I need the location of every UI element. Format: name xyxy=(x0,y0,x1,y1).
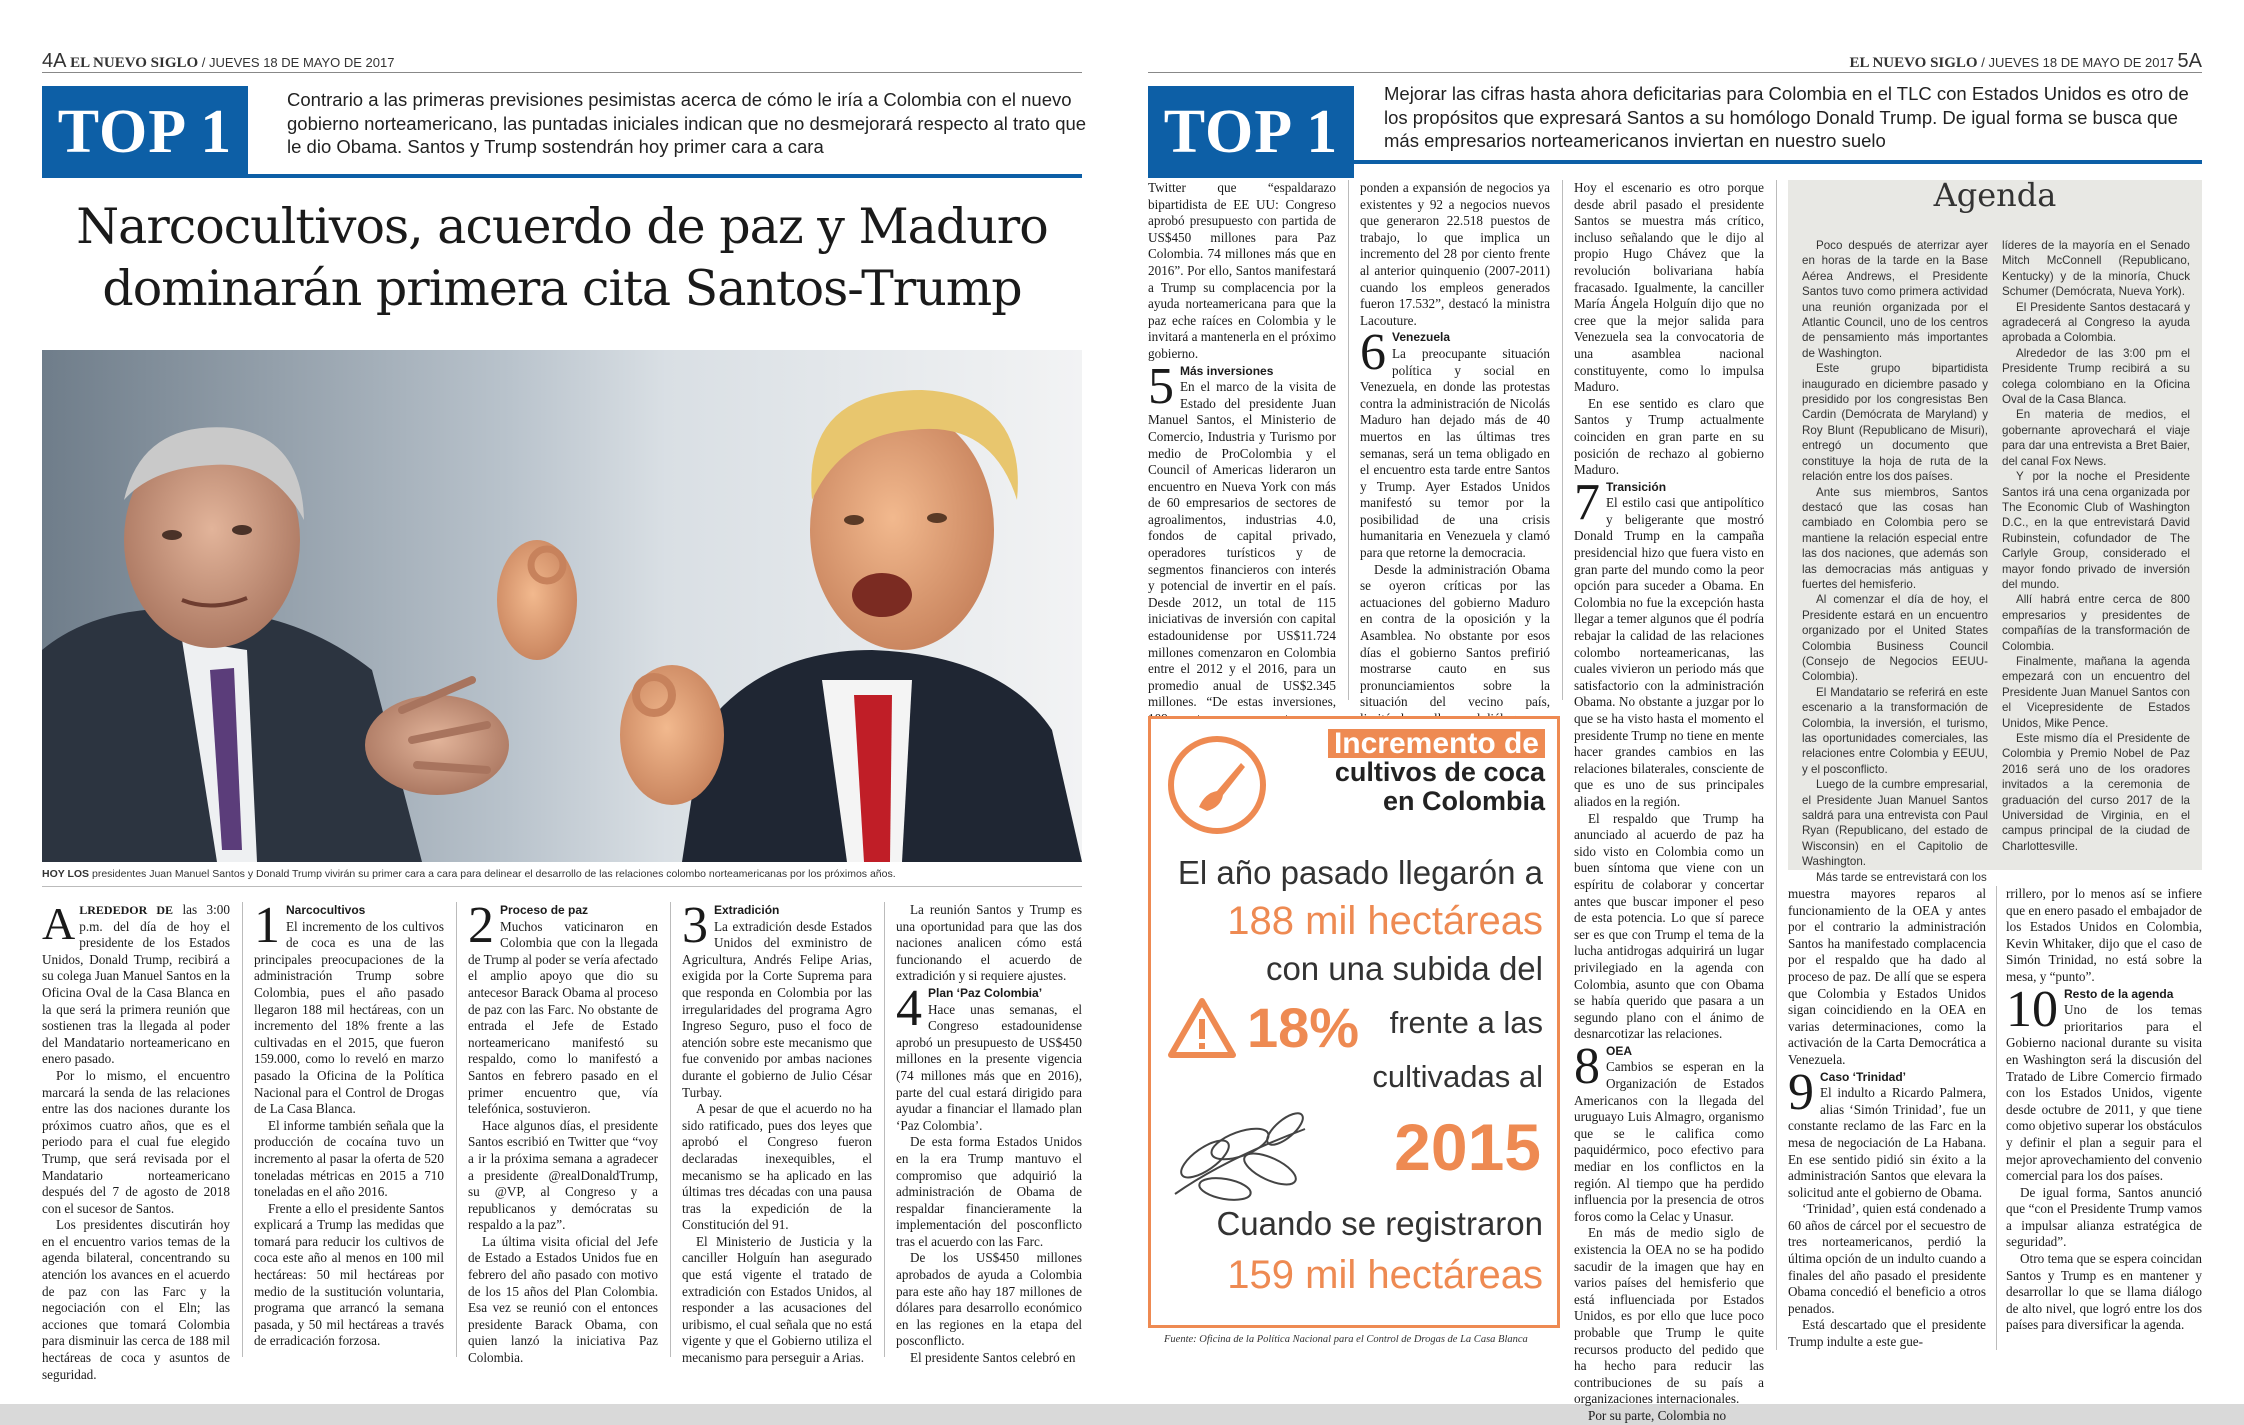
column-divider xyxy=(1996,886,1997,1350)
year-2015: 2015 xyxy=(1394,1110,1541,1184)
info-line: El año pasado llegarón a xyxy=(1177,854,1543,891)
paragraph: La reunión Santos y Trump es una oportunidad para que las dos naciones analicen cómo está funcionando el acuerdo de extradición y si requiere ajustes. xyxy=(896,902,1082,984)
paragraph: Cambios se esperan en la Organización de Estados Americanos con la llegada del uruguayo Luis Almagro, organismo que se le califica como paquidérmico, poco efectivo para mediar en los conflictos en la región. Al tiempo que ha perdido influencia por la presencia de otros foros como la Celac y Unasur. xyxy=(1574,1059,1764,1224)
caption-text: presidentes Juan Manuel Santos y Donald Trump vivirán su primer cara a cara para delinear el desarrollo de las relaciones colombo norteamericanas por los próximos años. xyxy=(92,868,896,880)
coca-leaves-icon xyxy=(1165,1099,1315,1209)
title-line: en Colombia xyxy=(1382,786,1545,816)
agenda-column-2 xyxy=(2002,238,2190,854)
infographic-source: Fuente: Oficina de la Política Nacional para el Control de Drogas de La Casa Blanca xyxy=(1164,1334,1528,1345)
column-divider xyxy=(1348,180,1349,700)
paragraph: ‘Trinidad’, quien está condenado a 60 años de cárcel por el secuestro de tres norteamericanos, perdió la última opción de un indulto cuando a finales del año pasado el presidente Obama concedió el beneficio a otros penados. xyxy=(1788,1201,1986,1316)
paragraph: El presidente Santos celebró en xyxy=(910,1350,1076,1366)
paragraph: Está descartado que el presidente Trump indulte a este gue- xyxy=(1788,1317,1986,1350)
left-page xyxy=(0,0,1122,1404)
headline-line-1: Narcocultivos, acuerdo de paz y Maduro xyxy=(76,198,1048,255)
section-number: 5 xyxy=(1148,357,1174,415)
folio-right xyxy=(1850,50,2202,73)
section-number: 1 xyxy=(254,897,280,954)
paragraph: muestra mayores reparos al funcionamiento de la OEA y antes por el contrario la administración Santos ha manifestado complacencia por el respaldo que ha dado al proceso de paz. De allí que se espera que Colombia y Estados Unidos sigan coincidiendo en la OEA en varias determinaciones, como la activación de la Carta Democrática a Venezuela. xyxy=(1788,886,1986,1067)
paragraph: Otro tema que se espera coincidan Santos y Trump es en mantener y desarrollar lo que se llama diálogo de alto nivel, que logró entre los dos países para diversificar la agenda. xyxy=(2006,1251,2202,1333)
agenda-paragraph: En materia de medios, el gobernante aprovechará el viaje para dar una entrevista a Bret Baier, del canal Fox News. xyxy=(2002,408,2190,468)
paragraph: A pesar de que el acuerdo no ha sido ratificado, pues dos leyes que aprobó el Congreso fueron declaradas inexequibles, el mecanismo se ha aplicado en las últimas tres décadas con una pausa tras la expedición de la Constitución del 91. xyxy=(682,1101,872,1233)
paragraph: ponden a expansión de negocios ya existentes y 92 a negocios nuevos que generaron 22.518 puestos de trabajo, lo que implica un incremento del 28 por ciento frente al anterior quinquenio (2007-2011) cuando los empleos generados fueron 17.532”, destacó la ministra Lacouture. xyxy=(1360,180,1550,328)
headline-line-2: dominarán primera cita Santos-Trump xyxy=(102,260,1022,317)
agenda-paragraph: Allí habrá entre cerca de 800 empresarios y presidentes de compañías de la transformación de Colombia. xyxy=(2002,593,2190,653)
paragraph: Los presidentes discutirán hoy en el encuentro varios temas de la agenda bilateral, concentrando su atención los avances en el acuerdo de paz con las Farc y la negociación con el Eln; las acciones que tomará Colombia para disminuir las cerca de 188 mil hectáreas de coca y asuntos de seguridad. xyxy=(42,1217,230,1382)
paragraph: De igual forma, Santos anunció que “con el Presidente Trump vamos a impulsar alianza estratégica de seguridad”. xyxy=(2006,1184,2202,1250)
paragraph: El incremento de los cultivos de coca es una de las principales preocupaciones de la administración Trump sobre Colombia, pues el año pasado llegaron 188 mil hectáreas, con un incremento del 18% frente a las cultivadas en el 2015, que fueron 159.000, como lo reveló en marzo pasado la Oficina de la Política Nacional para el Control de Drogas de La Casa Blanca. xyxy=(254,918,444,1117)
section-title: Narcocultivos xyxy=(286,903,366,917)
paper-name: EL NUEVO SIGLO xyxy=(1849,55,1978,71)
section-number: 3 xyxy=(682,897,708,954)
paragraph: Por su parte, Colombia no xyxy=(1588,1407,1727,1423)
paragraph: En ese sentido es claro que Santos y Trump actualmente coinciden en gran parte en su posición de rechazo al gobierno Maduro. xyxy=(1574,395,1764,478)
paragraph: Hoy el escenario es otro porque desde abril pasado el presidente Santos se muestra más crítico, incluso señalando que le dijo al propio Hugo Chávez que la revolución bolivariana había fracasado. Igualmente, la canciller María Ángela Holguín dijo que no cree que la mejor salida para Venezuela sea la convocatoria de una asamblea nacional constituyente, como lo impulsa Maduro. xyxy=(1574,180,1764,395)
top1-badge: TOP 1 xyxy=(42,86,248,178)
header-rule xyxy=(1148,72,2202,73)
column-3 xyxy=(1574,180,1764,1425)
agenda-paragraph: El Presidente Santos destacará y agradecerá al Congreso la ayuda aprobada a Colombia. xyxy=(2002,300,2190,345)
agenda-paragraph: Finalmente, mañana la agenda empezará con un encuentro del Presidente Juan Manuel Santos con el Vicepresidente de Estados Unidos, Mike Pence. xyxy=(2002,654,2190,730)
brush-icon xyxy=(1165,733,1269,837)
agenda-paragraph: Poco después de aterrizar ayer en horas de la tarde en la Base Aérea Andrews, el Presidente Santos tuvo como primera actividad una reunión organizada por el Atlantic Council, uno de los centros de pensamiento más importantes de Washington. xyxy=(1802,239,1988,360)
title-line: Incremento de xyxy=(1328,729,1545,758)
page-number: 4A xyxy=(42,50,67,72)
paragraph: Hace algunos días, el presidente Santos escribió en Twitter que “voy a ir la próxima semana a agradecer a presidente @realDonaldTrump, su @VP, al Congreso y a republicanos y demócratas su respaldo a la paz”. xyxy=(468,1117,658,1233)
lead-words: LREDEDOR DE xyxy=(79,903,174,917)
section-bar xyxy=(1354,160,2202,164)
section-title: Resto de la agenda xyxy=(2064,986,2174,1001)
paragraph: Twitter que “espaldarazo bipartidista de EE UU: Congreso aprobó presupuesto con partida de US$450 millones para Paz Colombia. 74 millones más que en 2016”. Por ello, Santos manifestará a Trump su complacencia por la ayuda norteamericana para que la paz eche raíces en Colombia y le invitará a mantenerla en el próximo gobierno. xyxy=(1148,180,1336,361)
issue-date: / JUEVES 18 DE MAYO DE 2017 xyxy=(1981,55,2174,70)
paragraph: Desde la administración Obama se oyeron críticas por las actuaciones del gobierno Maduro en contra de la oposición y la Asamblea. No obstante por esos días el gobierno Santos prefirió mostrarse cauto en sus pronunciamientos sobre la situación del vecino país, xyxy=(1360,561,1550,710)
caption-rule xyxy=(42,886,1082,887)
section-number: 4 xyxy=(896,979,922,1037)
paragraph: De los US$450 millones aprobados de ayuda a Colombia para este año hay 187 millones de dólares para desarrollo económico en las regiones en la etapa del posconflicto. xyxy=(896,1250,1082,1349)
paragraph: En más de medio siglo de existencia la OEA no se ha podido sacudir de la imagen que hay en varios países del hemisferio que está influenciada por Estados Unidos, es por ello que luce poco probable que Trump le quite recursos producto del pedido que ha hecho para reducir las contribuciones de su país a organizaciones internacionales. xyxy=(1574,1225,1764,1407)
info-highlight: 159 mil hectáreas xyxy=(1227,1253,1543,1297)
paragraph: Hace unas semanas, el Congreso estadounidense aprobó un presupuesto de US$450 millones en la presente vigencia (74 millones más que en 2016), parte del cual estará dirigido para ayudar a financiar el llamado plan ‘Paz Colombia’. xyxy=(896,1001,1082,1133)
info-line: Cuando se registraron xyxy=(1216,1205,1543,1242)
section-title: Plan ‘Paz Colombia’ xyxy=(928,985,1043,1000)
deck-text: Contrario a las primeras previsiones pesimistas acerca de cómo le iría a Colombia con el nuevo gobierno norteamericano, las puntadas iniciales indican que no desmejorará respecto al trato que le dio Obama. Santos y Trump sostendrán hoy primer cara a cara xyxy=(287,89,1087,157)
paper-name: EL NUEVO SIGLO xyxy=(70,55,199,71)
section-number: 9 xyxy=(1788,1063,1814,1121)
agenda-column-1 xyxy=(1802,238,1988,885)
agenda-paragraph: Alrededor de las 3:00 pm el Presidente Trump recibirá a su colega colombiano en la Oficina Oval de la Casa Blanca. xyxy=(2002,346,2190,407)
agenda-paragraph: líderes de la mayoría en el Senado Mitch McConnell (Republicano, Kentucky) y de la minoría, Chuck Schumer (Demócrata, Nueva York). xyxy=(2002,239,2190,299)
agenda-paragraph: Al comenzar el día de hoy, el Presidente estará en un encuentro organizado por el United States Colombia Business Council (Consejo de Negocios EEUU-Colombia). xyxy=(1802,593,1988,684)
column-divider xyxy=(1562,180,1563,700)
column-5 xyxy=(2006,886,2202,1334)
section-title: Venezuela xyxy=(1392,330,1451,345)
infographic-body xyxy=(1159,849,1543,993)
agenda-box xyxy=(1788,176,2202,884)
info-line: cultivadas al xyxy=(1372,1059,1543,1094)
column-1 xyxy=(1148,180,1336,744)
page-number: 5A xyxy=(2177,50,2202,72)
drop-cap: A xyxy=(42,898,76,949)
paragraph: La preocupante situación política y social en Venezuela, en donde las protestas contra la administración de Nicolás Maduro han dejado más de 40 muertos en las últimas tres semanas, será un tema obligado en el encuentro esta tarde entre Santos y Trump. Ayer Estados Unidos manifestó su temor por la posibilidad de una crisis humanitaria en Venezuela y clamó para que retorne la democracia. xyxy=(1360,345,1550,561)
deck-text: Mejorar las cifras hasta ahora deficitarias para Colombia en el TLC con Estados Unidos es otro de los propósitos que expresará Santos a su homólogo Donald Trump. De igual forma se busca que más empresarios norteamericanos inviertan en nuestro suelo xyxy=(1384,83,2189,151)
warning-icon xyxy=(1167,997,1237,1059)
column-divider xyxy=(456,902,457,1357)
column-5 xyxy=(896,902,1082,1367)
headline xyxy=(42,196,1082,320)
agenda-paragraph: Más tarde se entrevistará con los xyxy=(1816,870,1987,884)
info-line: con una subida del xyxy=(1265,950,1543,987)
info-highlight: 188 mil hectáreas xyxy=(1227,899,1543,943)
infographic-title xyxy=(1328,729,1545,816)
column-4 xyxy=(1788,886,1986,1351)
paragraph: El indulto a Ricardo Palmera, alias ‘Simón Trinidad’, fue un constante reclamo de las Farc en la mesa de negociación de La Habana. En ese sentido pidió sin éxito a la administración Santos que elevara la solicitud ante el gobierno de Obama. xyxy=(1788,1085,1986,1200)
photo-illustration xyxy=(42,350,1082,862)
section-title: Más inversiones xyxy=(1180,363,1274,378)
paragraph: En el marco de la visita de Estado del presidente Juan Manuel Santos, el Ministerio de Comercio, Industria y Turismo por medio de ProColombia y el Council of Americas lideraron un encuentro en Nueva York con más de 60 empresarios de sectores de agroalimentos, industrias 4.0, fondos de capital privado, operadores turísticos y de segmentos financieros con interés y potencial de invertir en el país. Desde 2012, un total de 115 iniciativas de inversión con capital estadounidense por US$11.724 millones comenzaron en Colombia entre el 2012 y el 2016, para un promedio anual de US$2.345 millones. “De estas inversiones, xyxy=(1148,379,1336,710)
paragraph: La última visita oficial del Jefe de Estado a Estados Unidos fue en febrero del año pasado con motivo de los 15 años del Plan Colombia. Esa vez se reunió con el entonces presidente Barack Obama, con quien lanzó la iniciativa Paz Colombia. xyxy=(468,1233,658,1366)
right-page xyxy=(1122,0,2244,1423)
column-1 xyxy=(42,898,230,1383)
paragraph: El Ministerio de Justicia y la canciller Holguín han asegurado que está vigente el tratado de extradición con Estados Unidos, al responder a las acusaciones del uribismo, el cual señala que no está vigente y que el Gobierno utiliza el mecanismo para perseguir a Arias. xyxy=(682,1233,872,1366)
title-line: cultivos de coca xyxy=(1334,757,1545,787)
column-2 xyxy=(254,897,444,1350)
paragraph: La extradición desde Estados Unidos del exministro de Agricultura, Andrés Felipe Arias, exigida por la Corte Suprema para que responda en Colombia por las irregularidades del programa Agro Ingreso Seguro, puso el foco de atención sobre este mecanismo que fue convenido por ambas naciones durante el gobierno de Julio César Turbay. xyxy=(682,918,872,1100)
agenda-paragraph: El Mandatario se referirá en este escenario a la transformación de Colombia, la inversión, el turismo, las oportunidades comerciales, las relaciones entre Colombia y EEUU, y el posconflicto. xyxy=(1802,685,1988,776)
info-line: frente a las xyxy=(1389,1005,1543,1040)
caption-lead: HOY LOS xyxy=(42,868,90,880)
paragraph: rrillero, por lo menos así se infiere que en enero pasado el embajador de los Estados Unidos en Colombia, Kevin Whitaker, dijo que el caso de Simón Trinidad, no está sobre la mesa, y “punto”. xyxy=(2006,886,2202,984)
agenda-title: Agenda xyxy=(1933,176,2057,214)
section-title: OEA xyxy=(1606,1043,1633,1058)
top1-badge: TOP 1 xyxy=(1148,86,1354,178)
agenda-paragraph: Y por la noche el Presidente Santos irá una cena organizada por The Economic Club of Washington D.C., en la que entrevistará David Rubinstein, cofundador de The Carlyle Group, considerado el mayor fondo privado de inversión del mundo. xyxy=(2002,470,2190,591)
coca-infographic xyxy=(1148,716,1560,1328)
agenda-paragraph: Ante sus miembros, Santos destacó que las cosas han cambiado en Colombia pero se mantiene la relación especial entre las dos naciones, que además son las democracias más antiguas y fuertes del hemisferio. xyxy=(1802,485,1988,591)
section-title: Extradición xyxy=(714,903,780,917)
column-divider xyxy=(670,902,671,1357)
paragraph: El respaldo que Trump ha anunciado al acuerdo de paz ha sido visto en Colombia como un buen síntoma que viene con un espíritu de colaborar y concertar antes que buscar imponer el peso de esta potencia. Lo que sí parece ser es que con Trump el tema de la lucha antidrogas adquirirá un lugar privilegiado en la agenda con Colombia, asunto que con Obama se había querido que pasara a un segundo plano con el ánimo de desnarcotizar las relaciones. xyxy=(1574,810,1764,1042)
column-divider xyxy=(884,902,885,1357)
column-divider xyxy=(1776,180,1777,1350)
agenda-paragraph: Este grupo bipartidista inaugurado en diciembre pasado y presidido por los congresistas Ben Cardin (Demócrata de Maryland) y Roy Blunt (Republicano de Misuri), entregó un documento que constituye la hoja de ruta de la relación entre los dos países. xyxy=(1802,362,1988,484)
paragraph: El informe también señala que la producción de cocaína tuvo un incremento al pasar la oferta de 520 toneladas métricas en 2015 a 710 toneladas en el año 2016. xyxy=(254,1117,444,1200)
section-number: 2 xyxy=(468,897,494,954)
section-title: Transición xyxy=(1606,479,1667,494)
section-number: 8 xyxy=(1574,1037,1600,1095)
paragraph: las 3:00 p.m. del día de hoy el presidente de los Estados Unidos, Donald Trump, recibirá a su colega Juan Manuel Santos en la Oficina Oval de la Casa Blanca en la que será la primera reunión que sostienen tras la llegada al poder del Mandatario norteamericano en enero pasado. xyxy=(42,902,230,1067)
paragraph: Frente a ello el presidente Santos explicará a Trump las medidas que tomará para reducir los cultivos de coca este año al menos en 100 mil hectáreas: 50 mil hectáreas por medio de la sustitución voluntaria, programa que arrancó la semana pasada, y 50 mil hectáreas a través de erradicación forzosa. xyxy=(254,1200,444,1349)
column-4 xyxy=(682,897,872,1367)
section-number: 10 xyxy=(2006,980,2058,1038)
agenda-paragraph: Este mismo día el Presidente de Colombia y Premio Nobel de Paz 2016 será uno de los oradores invitados a la ceremonia de graduación del curso 2017 de la Universidad de Virginia, en el campus principal de la ciudad de Charlottesville. xyxy=(2002,732,2190,853)
section-number: 7 xyxy=(1574,473,1600,531)
section-bar xyxy=(248,174,1082,178)
folio-left xyxy=(42,50,394,73)
percent-increase: 18% xyxy=(1247,996,1360,1059)
paragraph: Muchos vaticinaron en Colombia que con la llegada de Trump al poder se vería afectado el amplio apoyo que dio su antecesor Barack Obama al proceso de paz con las Farc. No obstante de entrada el Jefe de Estado norteamericano manifestó su respaldo, como lo manifestó a Santos en febrero pasado en el primer encuentro que, vía telefónica, sostuvieron. xyxy=(468,918,658,1117)
agenda-paragraph: Luego de la cumbre empresarial, el Presidente Juan Manuel Santos saldrá para una entrevista con Paul Ryan (Republicano, del estado de Wisconsin) en el Capitolio de Washington. xyxy=(1802,778,1988,869)
section-title: Caso ‘Trinidad’ xyxy=(1820,1069,1907,1084)
paragraph: De esta forma Estados Unidos en la era Trump mantuvo el compromiso que adquirió la administración de Obama de respaldar financieramente la implementación del posconflicto tras el acuerdo con las Farc. xyxy=(896,1134,1082,1249)
paragraph: Por lo mismo, el encuentro marcará la senda de las relaciones entre las dos naciones durante los próximos cuatro años, que es el periodo para el cual fue elegido Trump, que será revisada por el Mandatario norteamericano después del 7 de agosto de 2018 con el sucesor de Santos. xyxy=(42,1067,230,1216)
header-rule xyxy=(42,72,1082,73)
issue-date: / JUEVES 18 DE MAYO DE 2017 xyxy=(201,55,395,70)
paragraph: El estilo casi que antipolítico y beligerante que mostró Donald Trump en la campaña presidencial hizo que fuera visto en gran parte del mundo como la peor opción para suceder a Obama. En Colombia no fue la excepción hasta llegar a temer algunos que él podría rebajar la calidad de las relaciones colombo norteamericanas, las cuales vivieron un periodo más que satisfactorio con la administración Obama. No obstante a juzgar por lo que se ha visto hasta el momento el presidente Trump no tiene en mente hacer grandes cambios en las relaciones bilaterales, consciente de que es uno de sus principales aliados en la región. xyxy=(1574,495,1764,809)
column-2 xyxy=(1360,180,1550,728)
column-divider xyxy=(242,902,243,1357)
column-3 xyxy=(468,897,658,1367)
photo-caption xyxy=(42,868,1082,880)
santos-trump-photo xyxy=(42,350,1082,862)
section-number: 6 xyxy=(1360,324,1386,382)
paragraph: Uno de los temas prioritarios para el Gobierno nacional durante su visita en Washington será la discusión del Tratado de Libre Comercio firmado con los Estados Unidos, vigente desde octubre de 2011, y que tiene como objetivo superar los obstáculos y definir el plan a seguir para el mejor aprovechamiento del convenio comercial para los dos países. xyxy=(2006,1002,2202,1184)
section-title: Proceso de paz xyxy=(500,903,589,917)
